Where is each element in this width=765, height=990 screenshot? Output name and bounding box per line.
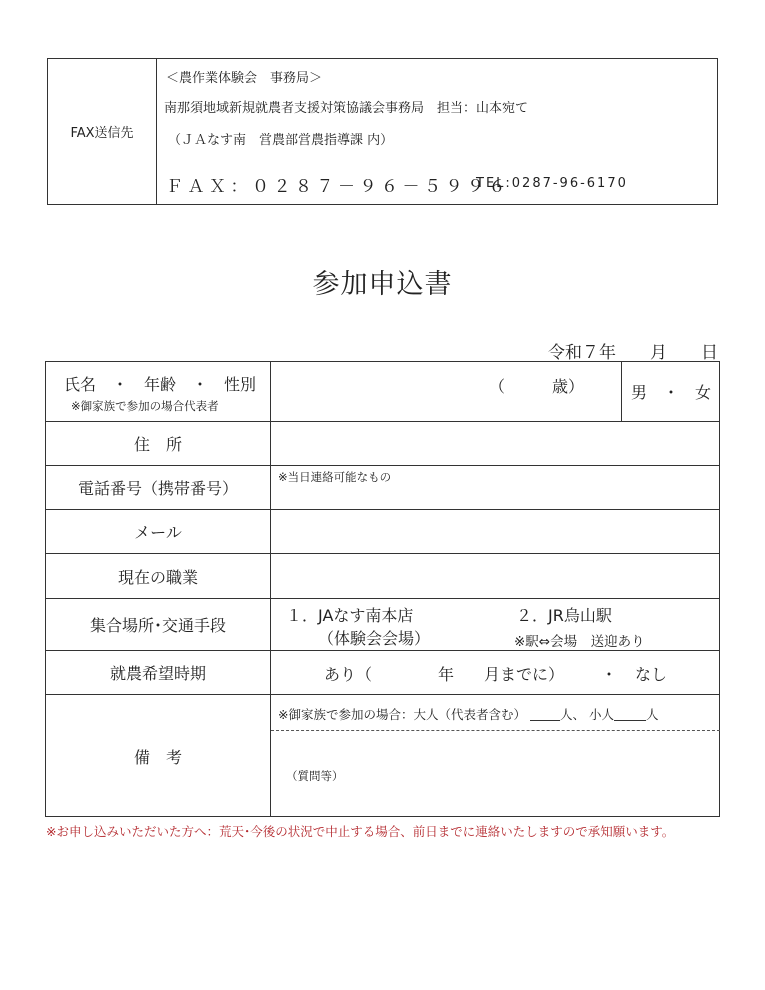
remarks-label: 備 考 — [133, 747, 182, 767]
gender-select[interactable]: 男 ・ 女 — [630, 383, 711, 402]
phone-note: ※当日連絡可能なもの — [278, 470, 392, 484]
questions-input[interactable] — [272, 734, 718, 816]
name-note: ※御家族で参加の場合代表者 — [71, 399, 219, 413]
name-age-input[interactable] — [278, 366, 616, 416]
org-header: ＜農作業体験会 事務局＞ — [166, 71, 323, 86]
occupation-label: 現在の職業 — [117, 567, 198, 587]
questions-label: （質問等） — [286, 769, 344, 783]
application-date: 令和７年 月 日 — [548, 343, 718, 363]
age-unit: 歳） — [552, 377, 585, 396]
occupation-input[interactable] — [272, 555, 718, 597]
adult-unit: 人、 — [559, 707, 585, 722]
fax-destination-box — [47, 58, 718, 205]
phone-input[interactable] — [272, 484, 718, 508]
page-title: 参加申込書 — [312, 269, 453, 300]
remarks-dashed-divider — [271, 730, 720, 731]
farming-separator: ・ — [601, 665, 618, 684]
child-unit: 人 — [645, 707, 659, 722]
org-name: 南那須地域新規就農者支援対策協議会事務局 担当：山本宛て — [164, 101, 529, 116]
address-input[interactable] — [272, 423, 718, 464]
farming-year: 年 — [438, 665, 455, 684]
tel-number: TEL:0287-96-6170 — [476, 176, 628, 191]
age-open: （ — [489, 377, 506, 396]
email-input[interactable] — [272, 511, 718, 552]
email-label: メール — [134, 523, 182, 542]
farming-no[interactable]: なし — [635, 665, 668, 684]
column-divider — [270, 362, 271, 817]
org-dept: （ＪＡなす南 営農部営農指導課 内） — [168, 133, 394, 148]
address-label: 住 所 — [133, 435, 182, 454]
application-form — [45, 361, 720, 817]
cancellation-notice: ※お申し込みいただいた方へ：荒天･今後の状況で中止する場合、前日までに連絡いたしますので承知願います。 — [46, 824, 675, 839]
child-label: 小人 — [588, 707, 614, 722]
family-count-row — [278, 705, 659, 723]
farming-until: 月までに） — [484, 665, 565, 684]
meeting-place-label: 集合場所･交通手段 — [89, 616, 226, 635]
fax-number: ＦＡＸ：０２８７－９６－５９９６ — [166, 177, 510, 197]
adult-count-input[interactable] — [530, 707, 560, 721]
family-note: ※御家族で参加の場合：大人（代表者含む） — [278, 707, 526, 722]
farming-yes[interactable]: あり（ — [324, 665, 373, 684]
name-label: 氏名 ・ 年齢 ・ 性別 — [64, 375, 257, 394]
fax-label: FAX送信先 — [48, 59, 157, 204]
farming-period-label: 就農希望時期 — [109, 664, 206, 683]
option-jr-karasuyama-sub: ※駅⇔会場 送迎あり — [514, 634, 645, 650]
option-jr-karasuyama[interactable]: ２．JR烏山駅 — [516, 606, 612, 625]
option-ja-honten[interactable]: １．JAなす南本店 — [286, 606, 414, 625]
phone-label: 電話番号（携帯番号） — [77, 479, 238, 498]
option-ja-honten-sub: （体験会会場） — [318, 629, 431, 648]
child-count-input[interactable] — [614, 707, 646, 721]
